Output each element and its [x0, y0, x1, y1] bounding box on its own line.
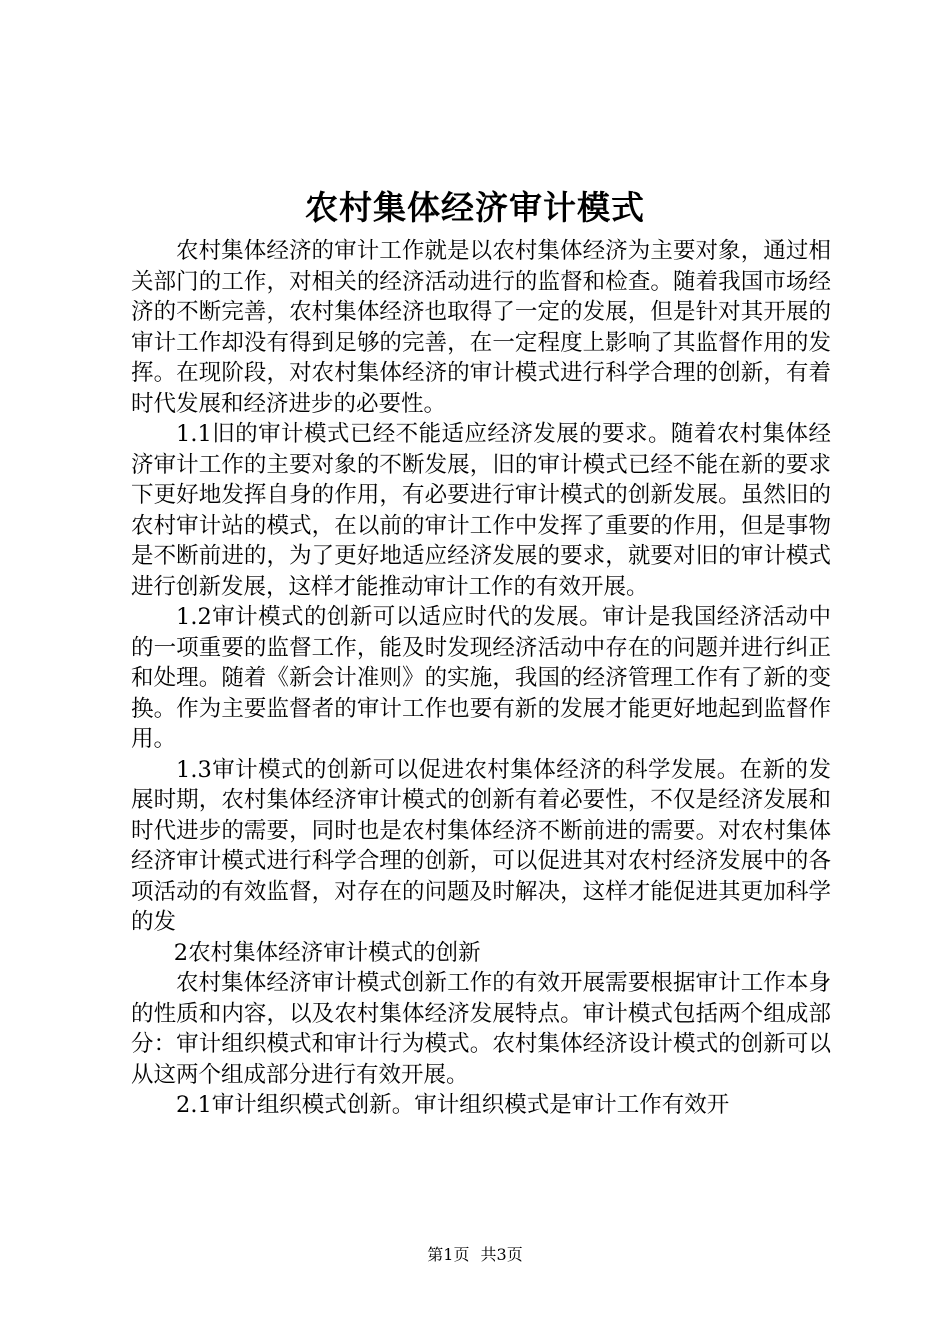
page-footer [0, 1244, 950, 1266]
paragraph-1-3: 1.3审计模式的创新可以促进农村集体经济的科学发展。在新的发展时期，农村集体经济审计模式的创新有着必要性，不仅是经济发展和时代进步的需要，同时也是农村集体经济不断前进的需要。对农村集体经济审计模式进行科学合理的创新，可以促进其对农村经济发展中的各项活动的有效监督，对存在的问题及时解决，这样才能促进其更加科学的发 [131, 756, 831, 935]
section-heading-2: 2农村集体经济审计模式的创新 [173, 939, 481, 966]
document-body [131, 236, 831, 1121]
document-title: 农村集体经济审计模式 [305, 188, 645, 227]
paragraph-2-intro: 农村集体经济审计模式创新工作的有效开展需要根据审计工作本身的性质和内容，以及农村集体经济发展特点。审计模式包括两个组成部分：审计组织模式和审计行为模式。农村集体经济设计模式的创新可以从这两个组成部分进行有效开展。 [131, 970, 831, 1088]
page-total: 共3页 [480, 1245, 523, 1264]
paragraph-2-1: 2.1审计组织模式创新。审计组织模式是审计工作有效开 [176, 1092, 730, 1118]
paragraph-intro: 农村集体经济的审计工作就是以农村集体经济为主要对象，通过相关部门的工作，对相关的经济活动进行的监督和检查。随着我国市场经济的不断完善，农村集体经济也取得了一定的发展，但是针对其开展的审计工作却没有得到足够的完善，在一定程度上影响了其监督作用的发挥。在现阶段，对农村集体经济的审计模式进行科学合理的创新，有着时代发展和经济进步的必要性。 [131, 238, 831, 417]
paragraph-1-1: 1.1旧的审计模式已经不能适应经济发展的要求。随着农村集体经济审计工作的主要对象的不断发展，旧的审计模式已经不能在新的要求下更好地发挥自身的作用，有必要进行审计模式的创新发展。虽然旧的农村审计站的模式，在以前的审计工作中发挥了重要的作用，但是事物是不断前进的，为了更好地适应经济发展的要求，就要对旧的审计模式进行创新发展，这样才能推动审计工作的有效开展。 [131, 421, 831, 600]
page-number: 第1页 [427, 1245, 470, 1264]
paragraph-1-2: 1.2审计模式的创新可以适应时代的发展。审计是我国经济活动中的一项重要的监督工作，能及时发现经济活动中存在的问题并进行纠正和处理。随着《新会计准则》的实施，我国的经济管理工作有了新的变换。作为主要监督者的审计工作也要有新的发展才能更好地起到监督作用。 [131, 604, 831, 752]
